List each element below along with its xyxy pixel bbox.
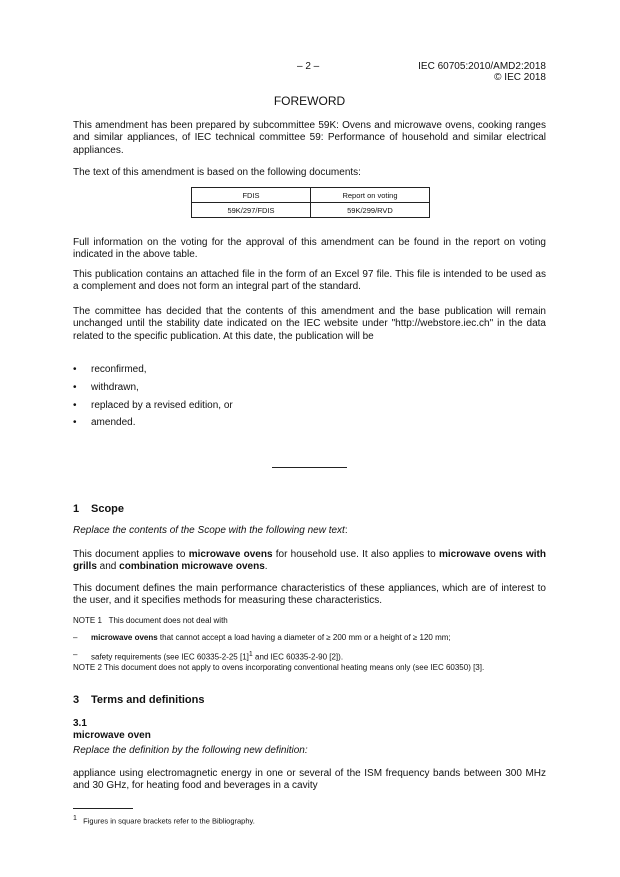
table-cell: 59K/299/RVD [311,203,430,218]
document-id: IEC 60705:2010/AMD2:2018 [418,61,546,72]
table-header-row [192,188,430,203]
foreword-paragraph-5: The committee has decided that the contents of this amendment and the base publication will remain unchanged until the stability date indicated on the IEC website under "http://webstore.iec.ch" in the data related to the specific publication. At this date, the publication will be [73,306,546,342]
bullet-icon: • [73,400,77,411]
voting-documents-table [191,187,430,218]
scope-paragraph-1: This document applies to microwave ovens for household use. It also applies to microwave ovens with grills and combination microwave ovens. [73,549,546,573]
dash-marker: – [73,633,78,642]
table-row [192,203,430,218]
copyright: © IEC 2018 [494,72,546,83]
bullet-icon: • [73,417,77,428]
footnote-separator [73,808,133,809]
scope-instruction: Replace the contents of the Scope with the following new text: [73,525,348,536]
term-definition: appliance using electromagnetic energy in one or several of the ISM frequency bands between 300 MHz and 30 GHz, for heating food and beverages in a cavity [73,768,546,792]
scope-paragraph-2: This document defines the main performance characteristics of these appliances, which are of interest to the user, and it specifies methods for measuring these characteristics. [73,583,546,607]
section-heading-scope: 1 Scope [73,503,125,515]
dash-marker: – [73,650,78,659]
foreword-paragraph-1: This amendment has been prepared by subcommittee 59K: Ovens and microwave ovens, cooking ranges and similar appliances, of IEC technical committee 59: Performance of household and similar electrical appliances. [73,120,546,156]
section-heading-terms: 3 Terms and definitions [73,694,205,706]
foreword-paragraph-3: Full information on the voting for the approval of this amendment can be found in the report on voting indicated in the above table. [73,237,546,261]
note-1: NOTE 1 This document does not deal with [73,616,228,625]
footnote: $^1$ Figures in square brackets refer to the Bibliography. [73,815,255,826]
term-name: microwave oven [73,730,151,741]
table-header-cell: FDIS [192,188,311,203]
table-cell: 59K/297/FDIS [192,203,311,218]
bullet-icon: • [73,364,77,375]
page-number: – 2 – [297,61,320,72]
term-instruction: Replace the definition by the following new definition: [73,745,308,756]
foreword-paragraph-4: This publication contains an attached file in the form of an Excel 97 file. This file is intended to be used as a complement and does not form an integral part of the standard. [73,269,546,293]
note-2: NOTE 2 This document does not apply to ovens incorporating conventional heating means only (see IEC 60350) [3]. [73,663,485,672]
table-header-cell: Report on voting [311,188,430,203]
term-number: 3.1 [73,718,87,729]
foreword-paragraph-2: The text of this amendment is based on the following documents: [73,167,361,178]
foreword-title: FOREWORD [273,94,346,108]
bullet-icon: • [73,382,77,393]
separator-line [272,467,347,468]
